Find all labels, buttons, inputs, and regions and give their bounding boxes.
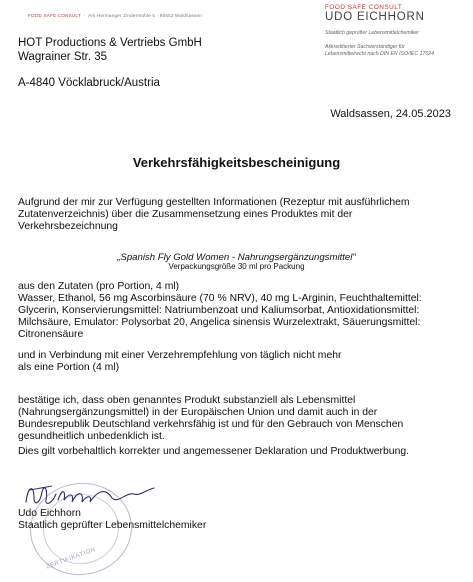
confirmation-line: gesundheitlich unbedenklich ist. [18,431,165,442]
recipient-street: Wagrainer Str. 35 [18,51,108,63]
signer-title: Staatlich geprüfter Lebensmittelchemiker [18,520,207,531]
intro-paragraph [18,197,458,233]
stamp-text: ZERTIFIKATION [45,546,97,571]
confirmation-line: bestätige ich, dass oben genanntes Produkt substanziell als Lebensmittel [18,395,356,406]
intro-line: Verkehrsbezeichnung [18,221,118,232]
letterhead-name: UDO EICHHORN [325,11,425,23]
letterhead-brand: FOOD SAFE CONSULT [325,4,403,11]
ingredients-paragraph [18,281,458,341]
letterhead-left-brand: FOOD SAFE CONSULT [28,13,81,18]
confirmation-paragraph [18,395,458,443]
package-size: Verpackungsgröße 30 ml pro Packung [168,262,305,271]
ingredients-line: aus den Zutaten (pro Portion, 4 ml) [18,281,180,292]
recipient-city: A-4840 Vöcklabruck/Austria [18,77,160,89]
intro-line: Aufgrund der mir zur Verfügung gestellten Informationen (Rezeptur mit ausführlichem [18,197,410,208]
letterhead-address-line: FOOD SAFE CONSULT · Am Hermanger Zindermühle 5 · 95652 Waldsassen [28,13,202,18]
disclaimer-line: Dies gilt vorbehaltlich korrekter und angemessener Deklaration und Produktwerbung. [18,446,410,457]
recommendation-paragraph [18,350,458,374]
ingredients-line: Citronensäure [18,329,84,340]
recommendation-line: und in Verbindung mit einer Verzehrempfehlung von täglich nicht mehr [18,350,342,361]
letterhead-left-address: Am Hermanger Zindermühle 5 · 95652 Waldsassen [88,13,202,18]
disclaimer [18,446,458,458]
letterhead-subtitle-3: Lebensmittelrecht nach DIN EN ISO/IEC 17024 [325,51,434,57]
letterhead-subtitle-2: Akkreditierter Sachverständiger für [325,44,405,50]
document-date: Waldsassen, 24.05.2023 [330,108,451,120]
confirmation-line: (Nahrungsergänzungsmittel) in der Europäischen Union und damit auch in der [18,407,378,418]
ingredients-line: Milchsäure, Emulator: Polysorbat 20, Angelica sinensis Wurzelextrakt, Säuerungsmittel: [18,317,421,328]
recommendation-line: als eine Portion (4 ml) [18,362,120,373]
document-title: Verkehrsfähigkeitsbescheinigung [132,155,341,170]
recipient-company: HOT Productions & Vertriebs GmbH [18,37,202,49]
intro-line: Zutatenverzeichnis) über die Zusammensetzung eines Produktes mit der [18,209,353,220]
letterhead-subtitle-1: Staatlich geprüfter Lebensmittelchemiker [325,30,419,36]
handwritten-signature [22,478,162,512]
ingredients-line: Glycerin, Konservierungsmittel: Natriumbenzoat und Kaliumsorbat, Antioxidationsmittel: [18,305,420,316]
ingredients-line: Wasser, Ethanol, 56 mg Ascorbinsäure (70 % NRV), 40 mg L-Arginin, Feuchthaltemittel: [18,293,422,304]
signer-name: Udo Eichhorn [18,508,81,519]
product-name: „Spanish Fly Gold Women - Nahrungsergänzungsmittel" [117,252,356,263]
confirmation-line: Bundesrepublik Deutschland verkehrsfähig ist und für den Gebrauch von Menschen [18,419,404,430]
